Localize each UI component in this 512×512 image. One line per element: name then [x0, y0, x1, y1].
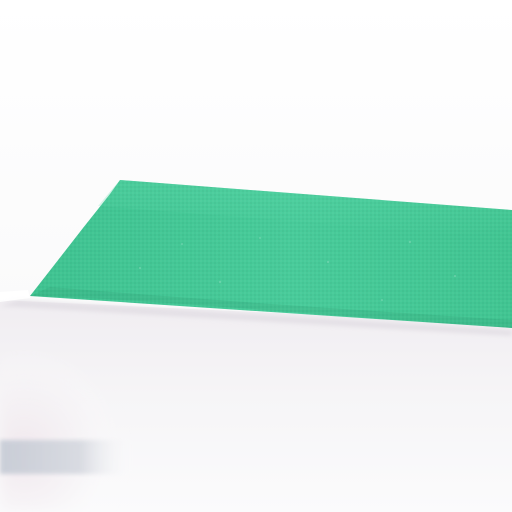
- left-blur: [0, 300, 200, 512]
- gray-stripe: [0, 440, 135, 474]
